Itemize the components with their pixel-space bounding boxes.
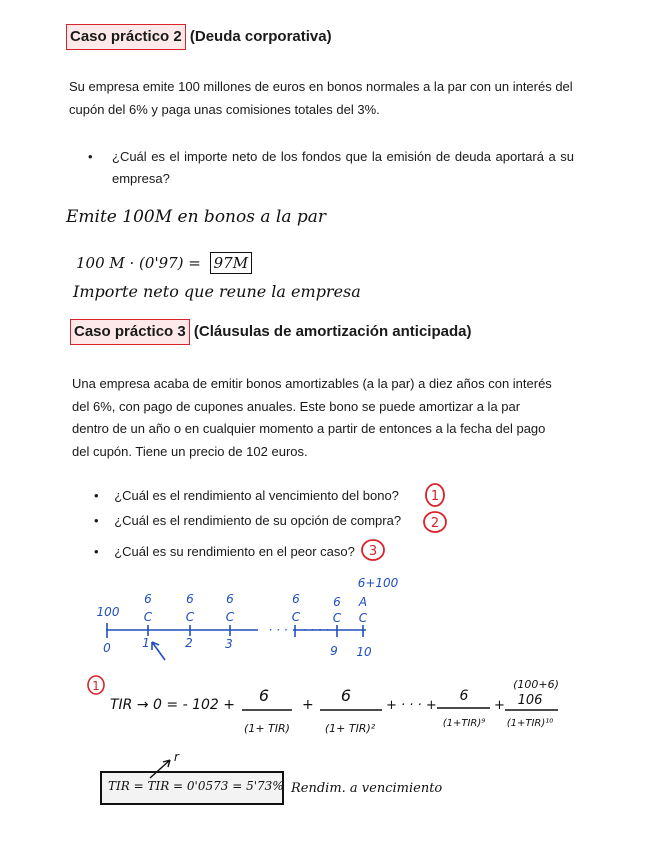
case2-calc-result: 97M (210, 252, 252, 274)
coupon-value: 6 (144, 592, 152, 606)
case2-title-rest: (Deuda corporativa) (189, 28, 332, 45)
question-text: ¿Cuál es el rendimiento al vencimiento del bono? (114, 488, 399, 503)
case2-title-box: Caso práctico 2 (66, 24, 186, 50)
case2-paragraph: Su empresa emite 100 millones de euros en bonos normales a la par con un interés del cupón del 6% y paga unas comisiones totales del 3%. (69, 79, 573, 117)
arrow-icon (152, 642, 165, 660)
mark-2 (424, 512, 446, 532)
coupon-symbol: C (332, 611, 342, 625)
case2-note-line3: Importe neto que reune la empresa (73, 282, 361, 301)
tick-label: 0 (103, 641, 111, 655)
formula-lhs: TIR → 0 = - 102 + (110, 697, 235, 713)
tick-label: 10 (356, 645, 372, 659)
denominator-2: (1+ TIR)² (324, 722, 376, 735)
case2-note-line1: Emite 100M en bonos a la par (66, 207, 327, 227)
case3-question-1 (94, 485, 399, 507)
case3-question-2 (94, 510, 401, 532)
numerator: 6 (340, 686, 352, 705)
coupon-symbol: C (185, 610, 195, 624)
question-text: ¿Cuál es el rendimiento de su opción de compra? (114, 513, 402, 528)
bullet-dot: • (88, 149, 93, 164)
case3-title-box: Caso práctico 3 (70, 319, 190, 345)
denominator-9: (1+TIR)⁹ (442, 718, 486, 729)
plus: + (494, 698, 505, 713)
timeline-final-label: 6+100 (357, 576, 399, 590)
timeline-dots: · · · (268, 623, 288, 637)
bullet-dot: • (94, 488, 99, 503)
result-formula: TIR = TIR = 0'0573 = 5'73% (108, 779, 284, 793)
case2-question-text: ¿Cuál es el importe neto de los fondos que la emisión de deuda aportará a su empresa? (112, 149, 574, 186)
timeline-gap-dots: · · · · (302, 623, 330, 637)
numerator: 6 (459, 688, 469, 704)
mark-1 (426, 484, 444, 506)
coupon-symbol: C (358, 611, 368, 625)
denominator-10: (1+TIR)¹⁰ (506, 718, 554, 729)
bullet-dot: • (94, 544, 99, 559)
final-symbol: A (358, 595, 368, 609)
tick-label: 3 (225, 637, 233, 651)
ellipsis: + · · · + (386, 698, 437, 713)
arrow-label: r (174, 750, 179, 764)
coupon-value: 6 (292, 592, 300, 606)
final-note: (100+6) (513, 678, 559, 691)
tick-label: 2 (185, 636, 193, 650)
numerator: 6 (258, 686, 270, 705)
coupon-symbol: C (225, 610, 235, 624)
coupon-value: 6 (186, 592, 194, 606)
denominator-1: (1+ TIR) (244, 722, 290, 735)
result-note: Rendim. a vencimiento (291, 781, 443, 796)
svg-text:1: 1 (430, 489, 440, 504)
formula-mark: 1 (92, 679, 100, 693)
case2-question (88, 146, 574, 190)
timeline-start-value: 100 (96, 605, 120, 619)
final-numerator: 106 (517, 693, 543, 708)
question-text: ¿Cuál es su rendimiento en el peor caso? (114, 544, 355, 559)
tick-label: 9 (330, 644, 338, 658)
coupon-symbol: C (143, 610, 153, 624)
bullet-dot: • (94, 513, 99, 528)
case2-calc-expr: 100 M · (0'97) = (76, 254, 201, 272)
case3-paragraph: Una empresa acaba de emitir bonos amortizables (a la par) a diez años con interés del 6%, con pago de cupones anuales. Este bono se puede amortizar a la par dentro de un año o en cualquier momento a partir de entonces a la fecha del pago del cupón. Tiene un precio de 102 euros. (72, 376, 552, 459)
case2-note-calc (76, 254, 252, 272)
svg-text:3: 3 (368, 544, 378, 559)
result-box (100, 771, 284, 805)
case3-header (70, 323, 471, 340)
svg-text:2: 2 (430, 516, 440, 531)
coupon-symbol: C (291, 610, 301, 624)
plus: + (302, 697, 314, 713)
case3-question-3 (94, 541, 355, 563)
case2-header (66, 28, 332, 45)
mark-3 (362, 540, 384, 560)
coupon-value: 6 (226, 592, 234, 606)
tick-label: 1 (142, 636, 150, 650)
coupon-value: 6 (333, 595, 341, 609)
case3-title-rest: (Cláusulas de amortización anticipada) (193, 323, 472, 340)
